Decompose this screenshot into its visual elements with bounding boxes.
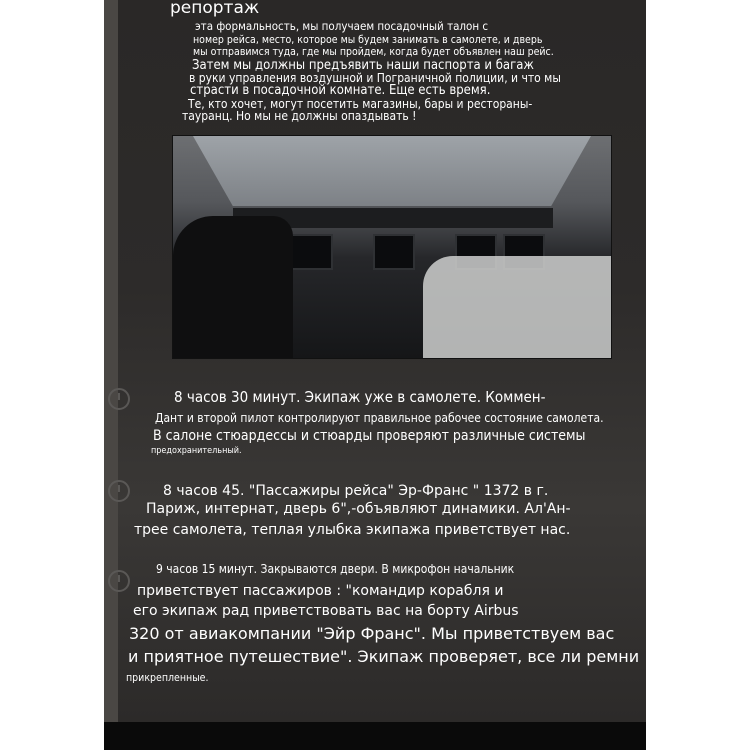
section-line: его экипаж рад приветствовать вас на борту Airbus [133, 603, 519, 619]
section-line: 8 часов 45. "Пассажиры рейса" Эр-Франс " 1372 в г. [163, 483, 549, 499]
intro-line: эта формальность, мы получаем посадочный талон с [195, 19, 489, 33]
copilot-figure [423, 256, 611, 358]
section-line: и приятное путешествие". Экипаж проверяет, все ли ремни [128, 647, 640, 666]
section-line: трее самолета, теплая улыбка экипажа приветствует нас. [134, 522, 571, 538]
section-line: В салоне стюардессы и стюарды проверяют различные системы [153, 428, 586, 444]
section-line: 8 часов 30 минут. Экипаж уже в самолете. Коммен- [174, 388, 546, 406]
section-line: Париж, интернат, дверь 6",-объявляют динамики. Ал'Ан- [146, 501, 571, 517]
section-line: приветствует пассажиров : "командир корабля и [137, 583, 504, 599]
windshield [193, 136, 591, 206]
page-title: репортаж [170, 0, 260, 18]
clock-icon [108, 480, 130, 502]
section-line: предохранительный. [151, 446, 242, 456]
clock-icon [108, 570, 130, 592]
intro-line: в руки управления воздушной и Пограничной полиции, и что мы [189, 71, 561, 85]
intro-line: Те, кто хочет, могут посетить магазины, бары и рестораны- [188, 97, 533, 111]
intro-line: номер рейса, место, которое мы будем занимать в самолете, и дверь [193, 34, 543, 46]
cockpit-photo [172, 135, 612, 359]
intro-line: тауранц. Но мы не должны опаздывать ! [182, 109, 417, 123]
section-line: 9 часов 15 минут. Закрываются двери. В микрофон начальник [156, 562, 515, 576]
intro-line: мы отправимся туда, где мы пройдем, когда будет объявлен наш рейс. [193, 46, 554, 58]
section-line: 320 от авиакомпании "Эйр Франс". Мы приветствуем вас [129, 624, 615, 643]
clock-icon [108, 388, 130, 410]
page-edge [104, 0, 118, 722]
section-line: прикрепленные. [126, 672, 209, 684]
pilot-figure [173, 216, 293, 358]
display-screen [373, 234, 415, 270]
intro-line: страсти в посадочной комнате. Еще есть время. [190, 83, 491, 98]
display-screen [291, 234, 333, 270]
bottom-bar [104, 722, 646, 750]
section-line: Дант и второй пилот контролируют правильное рабочее состояние самолета. [155, 411, 604, 425]
intro-line: Затем мы должны предъявить наши паспорта и багаж [192, 58, 534, 73]
